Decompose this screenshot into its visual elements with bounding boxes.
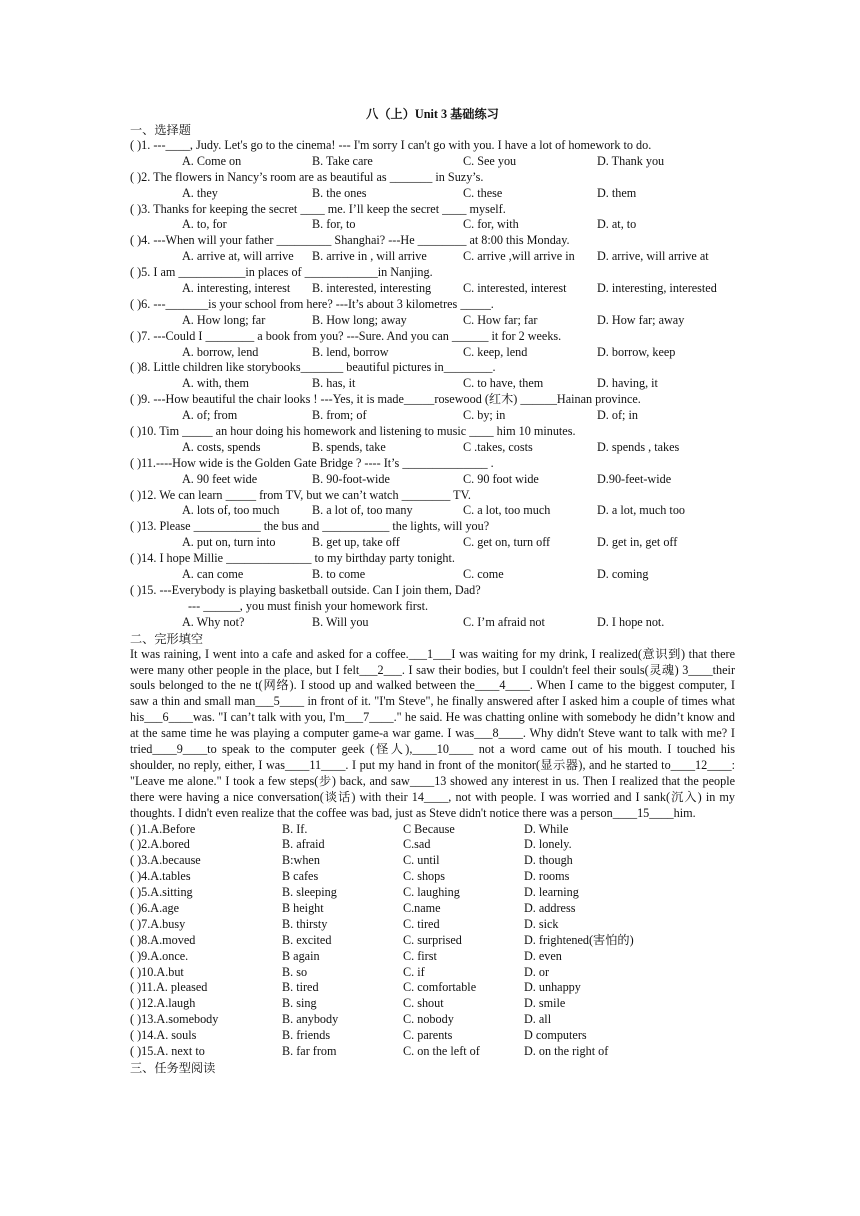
option-b: B. interested, interesting xyxy=(312,281,432,296)
question-stem: ( )1. ---____, Judy. Let's go to the cinema! --- I'm sorry I can't go with you. I have a lot of homework to do. xyxy=(130,138,652,152)
cloze-row xyxy=(130,853,735,869)
option-d: D. coming xyxy=(597,567,649,582)
options-row xyxy=(130,217,735,233)
cloze-question-a: ( )8.A.moved xyxy=(130,932,196,947)
section-heading-choice: 一、选择题 xyxy=(130,123,191,137)
option-a: A. to, for xyxy=(182,217,227,232)
cloze-option-b: B. afraid xyxy=(282,837,325,852)
option-d: D. a lot, much too xyxy=(597,503,686,518)
option-b: B. How long; away xyxy=(312,312,407,327)
question-row xyxy=(130,424,735,440)
cloze-option-d: D. sick xyxy=(524,916,559,931)
option-a: A. costs, spends xyxy=(182,439,261,454)
option-c: C. to have, them xyxy=(463,376,544,391)
cloze-question-a: ( )10.A.but xyxy=(130,964,184,979)
option-c: C .takes, costs xyxy=(463,439,533,454)
option-c: C. these xyxy=(463,185,503,200)
question-row xyxy=(130,456,735,472)
option-d: D. I hope not. xyxy=(597,614,665,629)
option-b: B. lend, borrow xyxy=(312,344,389,359)
option-d: D. borrow, keep xyxy=(597,344,676,359)
cloze-option-c: C. shops xyxy=(403,869,445,884)
option-d: D. Thank you xyxy=(597,153,665,168)
question-stem-continued xyxy=(130,599,735,615)
options-row xyxy=(130,186,735,202)
cloze-option-c: C Because xyxy=(403,821,455,836)
cloze-option-d: D. on the right of xyxy=(524,1044,609,1059)
cloze-row xyxy=(130,837,735,853)
options-row xyxy=(130,535,735,551)
page-title: 八（上）Unit 3 基础练习 xyxy=(366,107,499,121)
cloze-option-d: D. unhappy xyxy=(524,980,581,995)
option-d: D. arrive, will arrive at xyxy=(597,249,709,264)
question-stem: ( )14. I hope Millie ______________ to my birthday party tonight. xyxy=(130,551,455,566)
cloze-option-b: B. sleeping xyxy=(282,885,337,900)
cloze-option-b: B. tired xyxy=(282,980,319,995)
cloze-row xyxy=(130,965,735,981)
cloze-option-c: C. tired xyxy=(403,916,440,931)
question-stem: ( )4. ---When will your father _________ Shanghai? ---He ________ at 8:00 this Monday. xyxy=(130,233,570,248)
section-heading-reading: 三、任务型阅读 xyxy=(130,1060,216,1075)
question-stem: ( )10. Tim _____ an hour doing his homework and listening to music ____ him 10 minutes. xyxy=(130,424,576,439)
options-row xyxy=(130,249,735,265)
cloze-question-a: ( )1.A.Before xyxy=(130,821,196,836)
cloze-option-d: D. even xyxy=(524,948,562,963)
question-row xyxy=(130,392,735,408)
cloze-row xyxy=(130,917,735,933)
option-c: C. interested, interest xyxy=(463,281,567,296)
cloze-question-a: ( )13.A.somebody xyxy=(130,1012,219,1027)
option-a: A. can come xyxy=(182,567,244,582)
cloze-question-a: ( )2.A.bored xyxy=(130,837,190,852)
option-d: D. them xyxy=(597,185,637,200)
cloze-passage: It was raining, I went into a cafe and asked for a coffee.___1___I was waiting for my drink, I realized(意识到) that there were many other people in the place, but I felt___2___. I saw their bodies, but I couldn't feel their souls(灵魂) 3____their souls belonged to the ne t(网络). I stood up and walked between the____4____. When I came to the biggest computer, I saw a thin and small man___5____ in front of it. "I'm Steve", he finally answered after I asked him a couple of times what his___6____was. "I can’t talk with you, I'm___7____." he said. He was chatting online with somebody he didn’t know and at the same time he was playing a computer game-a war game. I was___8____. Why didn't Steve want to talk with me? I tried____9____to speak to the computer geek (怪人),____10____ not a word came out of his mouth. I touched his shoulder, no reply, either, I was____11____. I put my hand in front of the monitor(显示器), and he started to____12____: "Leave me alone." I took a few steps(步) back, and saw____13 showed any interest in us. Then I realized that the people there were having a nice conversation(谈话) with their 14____, not with people. I was worried and I sank(沉入) in my thoughts. I didn't even realize that the coffee was bad, just as Steve didn't notice there was a person____15____him. xyxy=(130,646,735,820)
cloze-option-d: D. rooms xyxy=(524,869,570,884)
cloze-option-c: C.name xyxy=(403,901,441,916)
option-b: B. 90-foot-wide xyxy=(312,471,390,486)
cloze-option-b: B. far from xyxy=(282,1044,337,1059)
cloze-option-c: C. shout xyxy=(403,996,444,1011)
cloze-question-a: ( )12.A.laugh xyxy=(130,996,196,1011)
cloze-option-d: D. or xyxy=(524,964,550,979)
option-d: D. of; in xyxy=(597,408,638,423)
option-a: A. 90 feet wide xyxy=(182,471,258,486)
cloze-option-c: C. first xyxy=(403,948,437,963)
options-row xyxy=(130,376,735,392)
option-a: A. interesting, interest xyxy=(182,281,291,296)
cloze-option-b: B. thirsty xyxy=(282,916,328,931)
cloze-question-a: ( )11.A. pleased xyxy=(130,980,208,995)
option-c: C. come xyxy=(463,567,504,582)
section-heading-cloze: 二、完形填空 xyxy=(130,631,204,646)
options-row xyxy=(130,472,735,488)
question-stem: ( )13. Please ___________ the bus and ___________ the lights, will you? xyxy=(130,519,490,534)
option-c: C. for, with xyxy=(463,217,519,232)
cloze-option-b: B. sing xyxy=(282,996,317,1011)
cloze-option-b: B. excited xyxy=(282,932,332,947)
option-c: C. a lot, too much xyxy=(463,503,551,518)
option-c: C. See you xyxy=(463,153,517,168)
cloze-option-b: B height xyxy=(282,901,324,916)
cloze-option-d: D. While xyxy=(524,821,569,836)
option-b: B. Will you xyxy=(312,614,369,629)
cloze-option-c: C. laughing xyxy=(403,885,460,900)
option-b: B. a lot of, too many xyxy=(312,503,413,518)
cloze-option-d: D. lonely. xyxy=(524,837,572,852)
option-a: A. borrow, lend xyxy=(182,344,259,359)
options-row xyxy=(130,503,735,519)
options-row xyxy=(130,440,735,456)
option-b: B. the ones xyxy=(312,185,367,200)
cloze-option-c: C. until xyxy=(403,853,440,868)
question-stem: ( )6. ---_______is your school from here? ---It’s about 3 kilometres _____. xyxy=(130,296,494,311)
cloze-option-d: D. smile xyxy=(524,996,566,1011)
cloze-option-b: B. friends xyxy=(282,1028,331,1043)
cloze-question-a: ( )5.A.sitting xyxy=(130,885,193,900)
option-d: D. at, to xyxy=(597,217,637,232)
cloze-option-d: D. though xyxy=(524,853,573,868)
option-b: B. for, to xyxy=(312,217,356,232)
question-stem: ( )12. We can learn _____ from TV, but we can’t watch ________ TV. xyxy=(130,487,471,502)
question-row xyxy=(130,519,735,535)
option-a: A. Come on xyxy=(182,153,242,168)
cloze-row xyxy=(130,1028,735,1044)
question-row xyxy=(130,583,735,599)
cloze-option-c: C. surprised xyxy=(403,932,462,947)
option-d: D. spends , takes xyxy=(597,439,680,454)
question-row xyxy=(130,202,735,218)
question-stem: ( )2. The flowers in Nancy’s room are as beautiful as _______ in Suzy’s. xyxy=(130,169,484,184)
question-row xyxy=(130,170,735,186)
option-d: D.90-feet-wide xyxy=(597,471,672,486)
option-a: A. arrive at, will arrive xyxy=(182,249,294,264)
option-d: D. interesting, interested xyxy=(597,281,717,296)
cloze-row xyxy=(130,869,735,885)
cloze-row xyxy=(130,1012,735,1028)
option-b: B. get up, take off xyxy=(312,535,400,550)
question-row xyxy=(130,488,735,504)
options-row xyxy=(130,345,735,361)
option-d: D. How far; away xyxy=(597,312,685,327)
cloze-row xyxy=(130,822,735,838)
cloze-option-b: B. anybody xyxy=(282,1012,339,1027)
cloze-option-c: C. nobody xyxy=(403,1012,454,1027)
cloze-row xyxy=(130,980,735,996)
cloze-option-b: B. If. xyxy=(282,821,308,836)
cloze-row xyxy=(130,901,735,917)
cloze-option-d: D computers xyxy=(524,1028,587,1043)
cloze-option-c: C. on the left of xyxy=(403,1044,480,1059)
cloze-option-c: C. comfortable xyxy=(403,980,477,995)
option-c: C. I’m afraid not xyxy=(463,614,545,629)
options-row xyxy=(130,615,735,631)
option-c: C. get on, turn off xyxy=(463,535,551,550)
cloze-question-a: ( )14.A. souls xyxy=(130,1028,197,1043)
cloze-option-c: C. parents xyxy=(403,1028,453,1043)
option-a: A. How long; far xyxy=(182,312,266,327)
option-a: A. of; from xyxy=(182,408,238,423)
cloze-option-c: C.sad xyxy=(403,837,431,852)
cloze-option-d: D. frightened(害怕的) xyxy=(524,932,634,947)
option-c: C. keep, lend xyxy=(463,344,528,359)
option-b: B. has, it xyxy=(312,376,356,391)
cloze-options-list xyxy=(130,822,735,1060)
option-c: C. arrive ,will arrive in xyxy=(463,249,575,264)
question-stem-line2: --- ______, you must finish your homework first. xyxy=(188,598,429,613)
option-a: A. Why not? xyxy=(182,614,245,629)
cloze-option-b: B:when xyxy=(282,853,320,868)
question-stem: ( )8. Little children like storybooks_______ beautiful pictures in________. xyxy=(130,360,496,375)
option-a: A. lots of, too much xyxy=(182,503,280,518)
option-c: C. How far; far xyxy=(463,312,538,327)
question-stem: ( )15. ---Everybody is playing basketball outside. Can I join them, Dad? xyxy=(130,582,481,597)
cloze-question-a: ( )4.A.tables xyxy=(130,869,191,884)
cloze-row xyxy=(130,996,735,1012)
question-stem: ( )7. ---Could I ________ a book from you? ---Sure. And you can ______ it for 2 weeks. xyxy=(130,328,562,343)
option-c: C. 90 foot wide xyxy=(463,471,539,486)
cloze-question-a: ( )7.A.busy xyxy=(130,916,186,931)
option-b: B. arrive in , will arrive xyxy=(312,249,427,264)
question-row xyxy=(130,138,735,154)
option-b: B. Take care xyxy=(312,153,373,168)
question-stem: ( )5. I am ___________in places of ____________in Nanjing. xyxy=(130,265,433,280)
question-row xyxy=(130,233,735,249)
option-b: B. spends, take xyxy=(312,439,386,454)
cloze-question-a: ( )3.A.because xyxy=(130,853,201,868)
option-a: A. they xyxy=(182,185,218,200)
cloze-question-a: ( )6.A.age xyxy=(130,901,180,916)
option-c: C. by; in xyxy=(463,408,506,423)
question-row xyxy=(130,551,735,567)
question-row xyxy=(130,329,735,345)
option-b: B. from; of xyxy=(312,408,367,423)
options-row xyxy=(130,281,735,297)
cloze-row xyxy=(130,1044,735,1060)
question-stem: ( )11.----How wide is the Golden Gate Bridge ? ---- It’s ______________ . xyxy=(130,455,494,470)
cloze-row xyxy=(130,933,735,949)
cloze-row xyxy=(130,949,735,965)
multiple-choice-list xyxy=(130,138,735,631)
cloze-question-a: ( )9.A.once. xyxy=(130,948,189,963)
question-row xyxy=(130,360,735,376)
cloze-option-b: B cafes xyxy=(282,869,319,884)
question-row xyxy=(130,297,735,313)
option-d: D. having, it xyxy=(597,376,658,391)
question-stem: ( )9. ---How beautiful the chair looks ! ---Yes, it is made_____rosewood (红木) ______Hainan province. xyxy=(130,392,641,407)
option-d: D. get in, get off xyxy=(597,535,678,550)
option-a: A. with, them xyxy=(182,376,250,391)
cloze-question-a: ( )15.A. next to xyxy=(130,1044,205,1059)
question-stem: ( )3. Thanks for keeping the secret ____ me. I’ll keep the secret ____ myself. xyxy=(130,201,506,216)
cloze-option-d: D. address xyxy=(524,901,576,916)
cloze-row xyxy=(130,885,735,901)
cloze-option-c: C. if xyxy=(403,964,425,979)
cloze-option-b: B. so xyxy=(282,964,308,979)
cloze-option-b: B again xyxy=(282,948,320,963)
question-row xyxy=(130,265,735,281)
option-a: A. put on, turn into xyxy=(182,535,276,550)
option-b: B. to come xyxy=(312,567,366,582)
options-row xyxy=(130,313,735,329)
worksheet xyxy=(130,106,735,1076)
cloze-option-d: D. all xyxy=(524,1012,552,1027)
options-row xyxy=(130,567,735,583)
options-row xyxy=(130,408,735,424)
cloze-option-d: D. learning xyxy=(524,885,579,900)
options-row xyxy=(130,154,735,170)
